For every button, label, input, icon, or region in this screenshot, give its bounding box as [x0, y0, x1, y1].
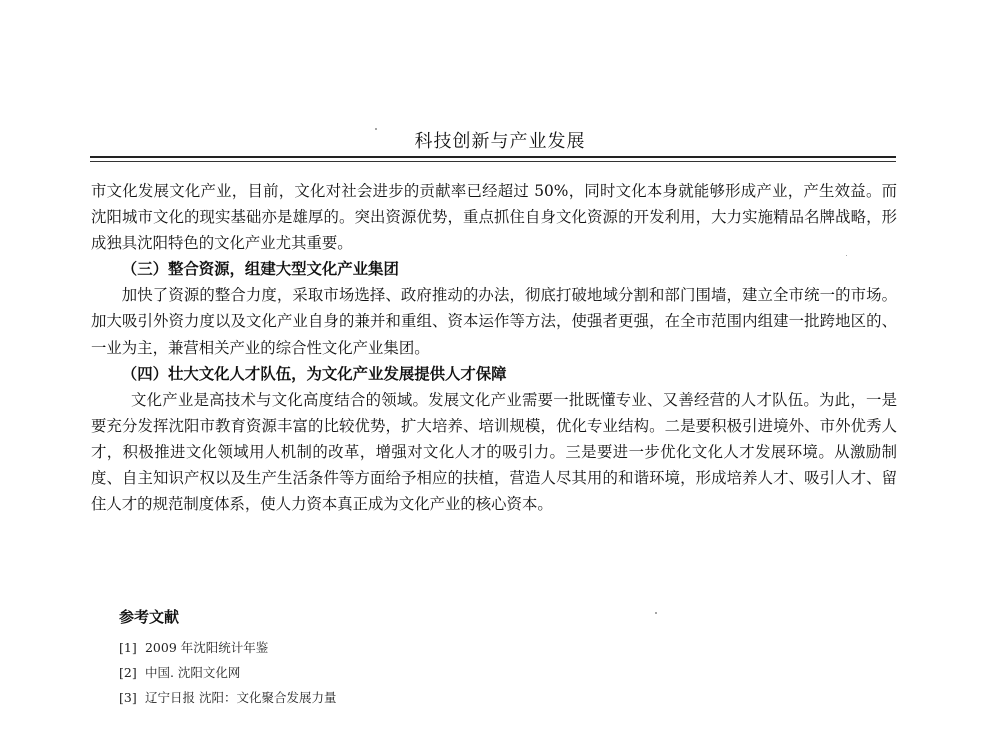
body-text [91, 178, 897, 517]
section-heading-4: （四）壮大文化人才队伍，为文化产业发展提供人才保障 [121, 364, 507, 383]
reference-text: 2009 年沈阳统计年鉴 [144, 640, 269, 655]
reference-item [119, 660, 819, 685]
reference-number: [3] [119, 690, 137, 705]
reference-text: 辽宁日报 沈阳：文化聚合发展力量 [144, 690, 337, 705]
scan-speck [846, 255, 847, 256]
reference-item [119, 635, 819, 660]
reference-number: [2] [119, 665, 137, 680]
reference-item [119, 685, 819, 710]
reference-text: 中国. 沈阳文化网 [144, 665, 241, 680]
paragraph-section-3: 加快了资源的整合力度，采取市场选择、政府推动的办法，彻底打破地域分割和部门围墙，建立全市统一的市场。加大吸引外资力度以及文化产业自身的兼并和重组、资本运作等方法，使强者更强，在全市范围内组建一批跨地区的、一业为主，兼营相关产业的综合性文化产业集团。 [91, 286, 897, 357]
scan-speck [375, 128, 377, 130]
reference-number: [1] [119, 640, 137, 655]
section-heading-3: （三）整合资源，组建大型文化产业集团 [121, 260, 399, 279]
paragraph-intro: 市文化发展文化产业，目前，文化对社会进步的贡献率已经超过 50%，同时文化本身就能够形成产业，产生效益。而沈阳城市文化的现实基础亦是雄厚的。突出资源优势，重点抓住自身文化资源的开发利用，大力实施精品名牌战略，形成独具沈阳特色的文化产业尤其重要。 [91, 182, 897, 253]
references [119, 604, 819, 710]
paragraph-section-4: 文化产业是高技术与文化高度结合的领域。发展文化产业需要一批既懂专业、又善经营的人才队伍。为此，一是要充分发挥沈阳市教育资源丰富的比较优势，扩大培养、培训规模，优化专业结构。二是要积极引进境外、市外优秀人才，积极推进文化领域用人机制的改革，增强对文化人才的吸引力。三是要进一步优化文化人才发展环境。从激励制度、自主知识产权以及生产生活条件等方面给予相应的扶植，营造人尽其用的和谐环境，形成培养人才、吸引人才、留住人才的规范制度体系，使人力资本真正成为文化产业的核心资本。 [91, 390, 897, 514]
references-list [119, 635, 819, 710]
scan-speck [655, 612, 657, 614]
header-rule-thin [90, 161, 896, 162]
running-header-title: 科技创新与产业发展 [414, 131, 586, 152]
references-title: 参考文献 [119, 608, 180, 626]
header-rule-thick [90, 156, 896, 158]
